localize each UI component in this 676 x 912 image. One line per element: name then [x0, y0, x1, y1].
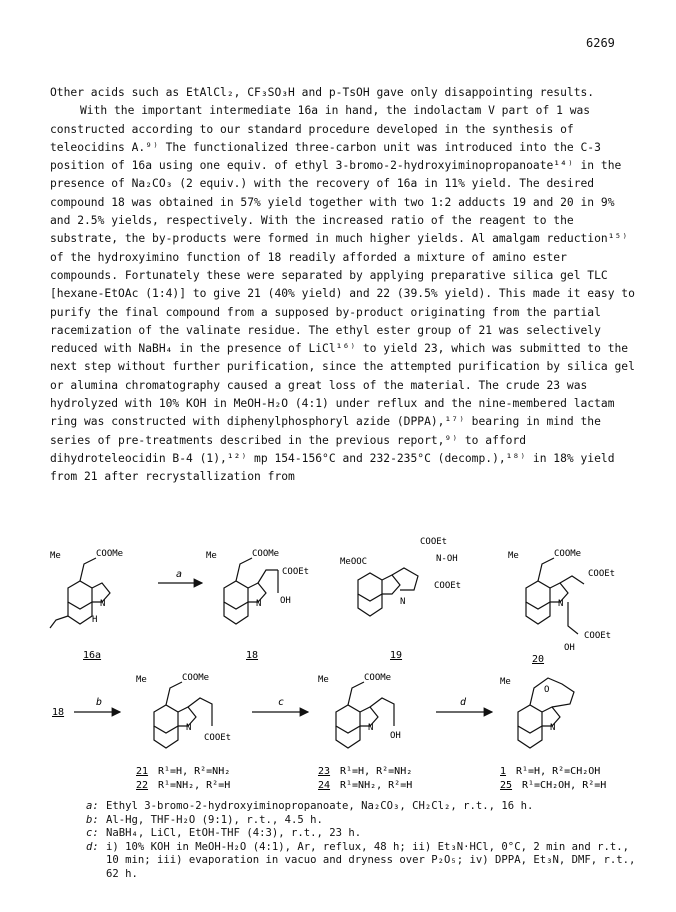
condition-key: a: — [86, 800, 99, 812]
substituent-label: OH — [280, 596, 291, 606]
compound-20-structure — [508, 549, 615, 665]
condition-text: i) 10% KOH in MeOH-H₂O (4:1), Ar, reflux, 48 h; ii) Et₃N·HCl, 0°C, 2 min and r.t., 10 min; iii) evaporation in vacuo and dryness over P₂O₅; iv) DPPA, Et₃N, DMF, r.t., 62 h. — [106, 840, 636, 880]
condition-row — [86, 814, 646, 828]
compound-label: 22 — [136, 780, 149, 791]
substituent-label: Me — [500, 677, 511, 687]
paragraph: Other acids such as EtAlCl₂, CF₃SO₃H and p-TsOH gave only disappointing results. — [50, 86, 595, 99]
condition-text: NaBH₄, LiCl, EtOH-THF (4:3), r.t., 23 h. — [106, 827, 362, 839]
substituent-label: OH — [390, 731, 401, 741]
compound-label: 16a — [83, 650, 102, 661]
substituent-label: COOEt — [588, 569, 616, 579]
substituent-label: Me — [508, 551, 519, 561]
substituent-label: COOMe — [252, 549, 280, 559]
condition-key: b: — [86, 813, 99, 826]
condition-row — [86, 800, 646, 814]
compound-label: 19 — [390, 650, 403, 661]
body-text — [50, 84, 636, 487]
substituent-label: COOMe — [364, 673, 392, 683]
reaction-conditions — [86, 800, 646, 881]
compound-label: 23 — [318, 766, 331, 777]
compound-label: 21 — [136, 766, 149, 777]
arrow-label: c — [278, 697, 285, 708]
substituent-label: COOEt — [584, 631, 612, 641]
substituent-label: OH — [564, 643, 575, 653]
substituent-label: Me — [206, 551, 217, 561]
substituent-label: COOMe — [96, 549, 124, 559]
substituent-label: Me — [136, 675, 147, 685]
compound-1-25-structure — [500, 677, 606, 791]
substituent-label: COOEt — [434, 581, 462, 591]
arrow-label: a — [176, 569, 183, 580]
substituent-label: COOEt — [420, 537, 448, 547]
substituent-label: Me — [50, 551, 61, 561]
substituent-label: MeOOC — [340, 557, 368, 567]
atom-label: N — [368, 723, 374, 733]
atom-label: H — [92, 615, 98, 625]
compound-23-24-structure — [318, 673, 412, 791]
condition-key: c: — [86, 827, 99, 839]
substituent-definition: R¹=NH₂, R²=H — [158, 780, 231, 791]
substituent-definition: R¹=H, R²=NH₂ — [158, 766, 231, 777]
substituent-label: COOEt — [204, 733, 232, 743]
atom-label: N — [256, 599, 262, 609]
arrow-label: b — [96, 697, 103, 708]
condition-row — [86, 827, 646, 841]
arrow-label: d — [460, 697, 467, 708]
atom-label: N — [550, 723, 556, 733]
substituent-definition: R¹=NH₂, R²=H — [340, 780, 413, 791]
compound-label: 18 — [246, 650, 259, 661]
substituent-label: COOEt — [282, 567, 310, 577]
atom-label: N — [100, 599, 106, 609]
substituent-label: Me — [318, 675, 329, 685]
condition-text: Ethyl 3-bromo-2-hydroxyiminopropanoate, Na₂CO₃, CH₂Cl₂, r.t., 16 h. — [106, 800, 534, 812]
atom-label: N — [400, 597, 406, 607]
compound-label: 24 — [318, 780, 331, 791]
compound-label: 1 — [500, 766, 507, 777]
substituent-definition: R¹=H, R²=NH₂ — [340, 766, 413, 777]
atom-label: N — [186, 723, 192, 733]
compound-18-structure — [206, 549, 309, 661]
paragraph: With the important intermediate 16a in hand, the indolactam V part of 1 was constructed according to our standard procedure developed in the synthesis of teleocidins A.⁹⁾ The functionalized three-carbon unit was introduced into the C-3 position of 16a using one equiv. of ethyl 3-bromo-2-hydroxyiminopropanoate¹⁴⁾ in the presence of Na₂CO₃ (2 equiv.) with the recovery of 16a in 11% yield. The desired compound 18 was obtained in 57% yield together with two 1:2 adducts 19 and 20 in 9% and 2.5% yields, respectively. With the increased ratio of the reagent to the substrate, the by-products were formed in much higher yields. Al amalgam reduction¹⁵⁾ of the hydroxyimino function of 18 readily afforded a mixture of amino ester compounds. Fortunately these were separated by applying preparative silica gel TLC [hexane-EtOAc (1:4)] to give 21 (40% yield) and 22 (39.5% yield). This made it easy to purify the final compound from a supposed by-product originating from the partial racemization of the valinate residue. The ethyl ester group of 21 was selectively reduced with NaBH₄ in the presence of LiCl¹⁶⁾ to yield 23, which was submitted to the next step without further purification, since the attempted purification by silica gel or alumina chromatography caused a great loss of the material. The crude 23 was hydrolyzed with 10% KOH in MeOH-H₂O (4:1) under reflux and the nine-membered lactam ring was constructed with diphenylphosphoryl azide (DPPA),¹⁷⁾ bearing in mind the series of pre-treatments described in the previous report,⁹⁾ to afford dihydroteleocidin B-4 (1),¹²⁾ mp 154-156°C and 232-235°C (decomp.),¹⁸⁾ in 18% yield from 21 after recrystallization from — [50, 104, 635, 484]
condition-key: d: — [86, 840, 99, 853]
substituent-definition: R¹=H, R²=CH₂OH — [516, 766, 601, 777]
substituent-label: COOMe — [554, 549, 582, 559]
compound-label: 20 — [532, 654, 545, 665]
compound-16a-structure — [50, 549, 123, 661]
condition-row — [86, 841, 646, 882]
compound-label: 25 — [500, 780, 513, 791]
atom-label: N — [558, 599, 564, 609]
substituent-label: COOMe — [182, 673, 210, 683]
page-number: 6269 — [586, 36, 615, 50]
substituent-definition: R¹=CH₂OH, R²=H — [522, 780, 607, 791]
substituent-label: N-OH — [436, 554, 458, 564]
compound-21-22-structure — [136, 673, 231, 791]
reaction-scheme — [40, 528, 660, 802]
start-compound-label: 18 — [52, 707, 65, 718]
compound-19-structure — [340, 537, 461, 661]
scheme-svg — [40, 528, 660, 798]
condition-text: Al-Hg, THF-H₂O (9:1), r.t., 4.5 h. — [106, 813, 323, 826]
atom-label: O — [544, 685, 550, 695]
